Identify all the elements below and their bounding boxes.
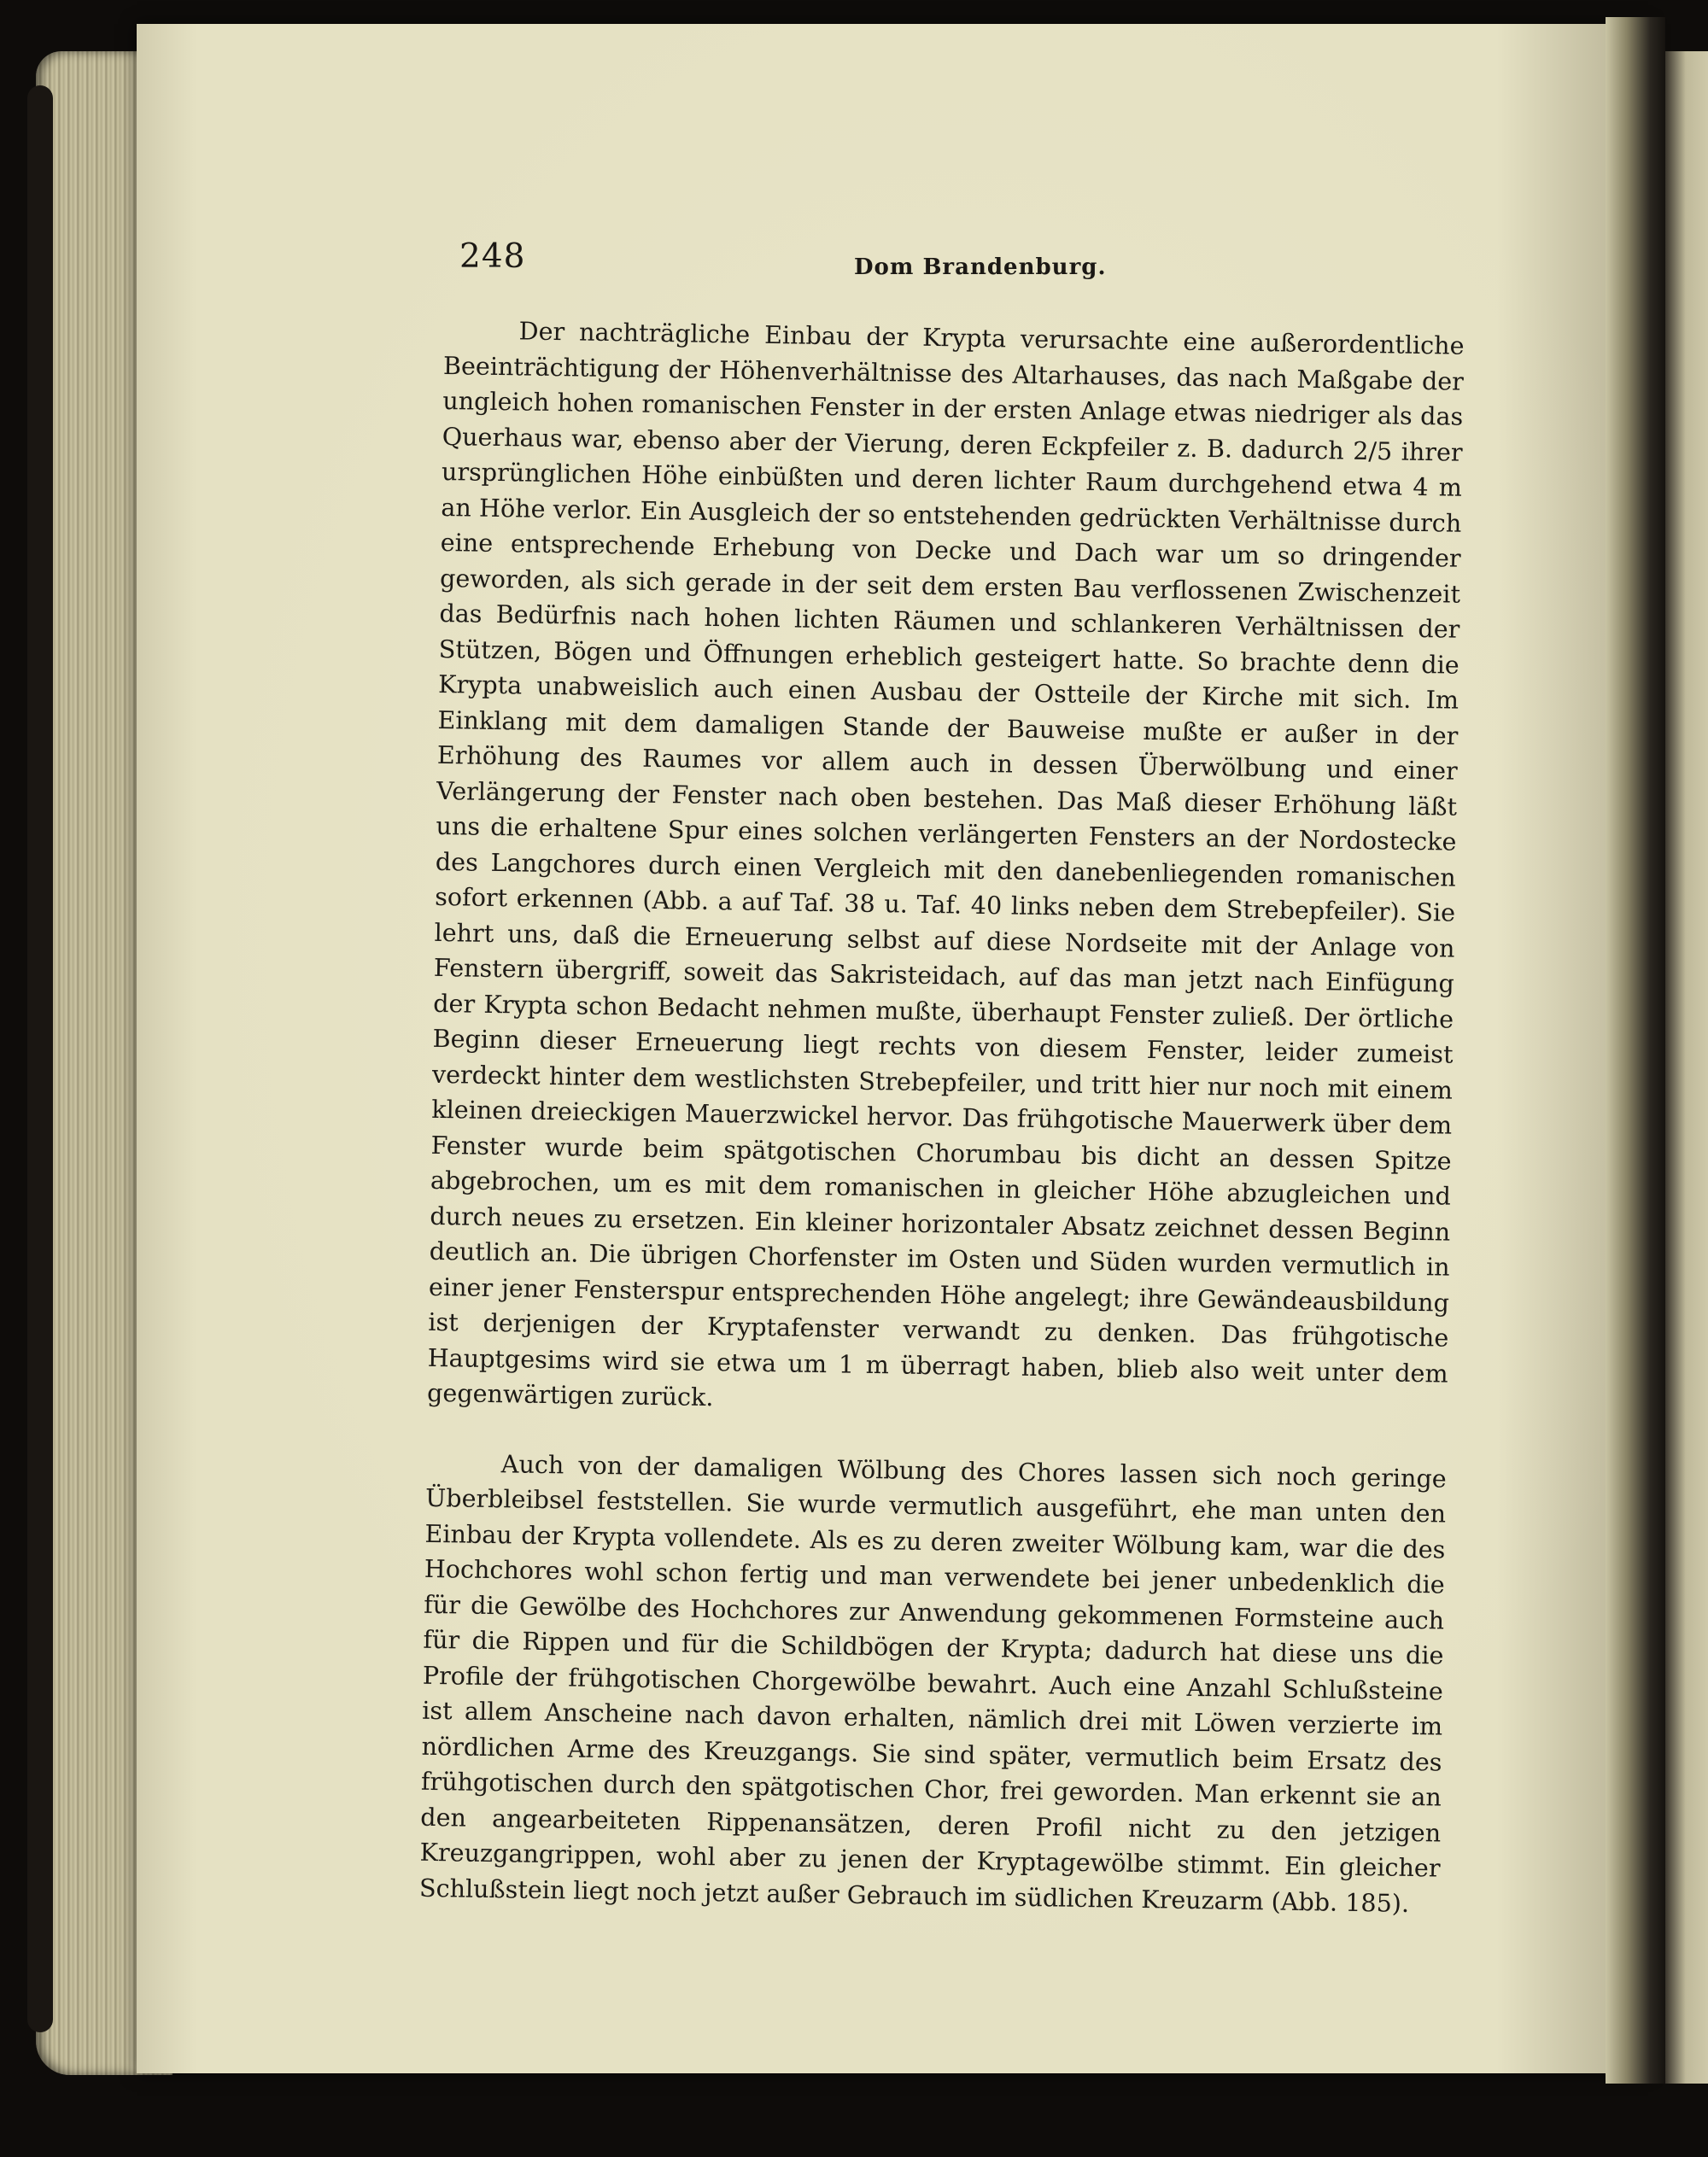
book-gutter [1606,17,1665,2084]
page-number: 248 [459,237,526,276]
paragraph: Der nachträgliche Einbau der Krypta verursachte eine außerordentliche Beeinträchtigung der Höhenverhältnisse des Altarhauses, das nach Maßgabe der ungleich hohen romanischen Fenster in der ersten Anlage etwas niedriger als das Querhaus war, ebenso aber der Vierung, deren Eckpfeiler z. B. dadurch 2/5 ihrer ursprünglichen Höhe einbüßten und deren lichter Raum durchgehend etwa 4 m an Höhe verlor. Ein Ausgleich der so entstehenden gedrückten Verhältnisse durch eine entsprechende Erhebung von Decke und Dach war um so dringender geworden, als sich gerade in der seit dem ersten Bau verflossenen Zwischenzeit das Bedürfnis nach hohen lichten Räumen und schlankeren Verhältnissen der Stützen, Bögen und Öffnungen erheblich gesteigert hatte. So brachte denn die Krypta unabweislich auch einen Ausbau der Ostteile der Kirche mit sich. Im Einklang mit dem damaligen Stande der Bauweise mußte er außer in der Erhöhung des Raumes vor allem auch in dessen Überwölbung und einer Verlängerung der Fenster nach oben bestehen. Das Maß dieser Erhöhung läßt uns die erhaltene Spur eines solchen verlängerten Fensters an der Nordostecke des Langchores durch einen Vergleich mit den danebenliegenden romanischen sofort erkennen (Abb. a auf Taf. 38 u. Taf. 40 links neben dem Strebepfeiler). Sie lehrt uns, daß die Erneuerung selbst auf diese Nordseite mit der Anlage von Fenstern übergriff, soweit das Sakristeidach, auf das man jetzt nach Einfügung der Krypta schon Bedacht nehmen mußte, überhaupt Fenster zuließ. Der örtliche Beginn dieser Erneuerung liegt rechts von diesem Fenster, leider zumeist verdeckt hinter dem westlichsten Strebepfeiler, und tritt hier nur noch mit einem kleinen dreieckigen Mauerzwickel hervor. Das frühgotische Mauerwerk über dem Fenster wurde beim spätgotischen Chorumbau bis dicht an dessen Spitze abgebrochen, um es mit dem romanischen in gleicher Höhe abzugleichen und durch neues zu ersetzen. Ein kleiner horizontaler Absatz zeichnet dessen Beginn deutlich an. Die übrigen Chorfenster im Osten und Süden wurden vermutlich in einer jener Fensterspur entsprechenden Höhe angelegt; ihre Gewändeausbildung ist derjenigen der Kryptafenster verwandt zu denken. Das frühgotische Hauptgesims wird sie etwa um 1 m überragt haben, blieb also weit unter dem gegenwärtigen zurück. [426,316,1465,1412]
facing-page-edge [1665,51,1708,2084]
body-text [419,313,1465,1922]
paragraph: Auch von der damaligen Wölbung des Chores lassen sich noch geringe Überbleibsel feststellen. Sie wurde vermutlich ausgeführt, ehe man unten den Einbau der Krypta vollendete. Als es zu deren zweiter Wölbung kam, war die des Hochchores wohl schon fertig und man verwendete bei jener unbedenklich die für die Gewölbe des Hochchores zur Anwendung gekommenen Formsteine auch für die Rippen und für die Schildbögen der Krypta; dadurch hat diese uns die Profile der frühgotischen Chorgewölbe bewahrt. Auch eine Anzahl Schlußsteine ist allem Anscheine nach davon erhalten, nämlich drei mit Löwen verzierte im nördlichen Arme des Kreuzgangs. Sie sind später, vermutlich beim Ersatz des frühgotischen durch den spätgotischen Chor, frei geworden. Man erkennt sie an den angearbeiteten Rippenansätzen, deren Profil nicht zu den jetzigen Kreuzgangrippen, wohl aber zu jenen der Kryptagewölbe stimmt. Ein gleicher Schlußstein liegt noch jetzt außer Gebrauch im südlichen Kreuzarm (Abb. 185). [418,1448,1447,1918]
running-head: Dom Brandenburg. [854,254,1107,280]
